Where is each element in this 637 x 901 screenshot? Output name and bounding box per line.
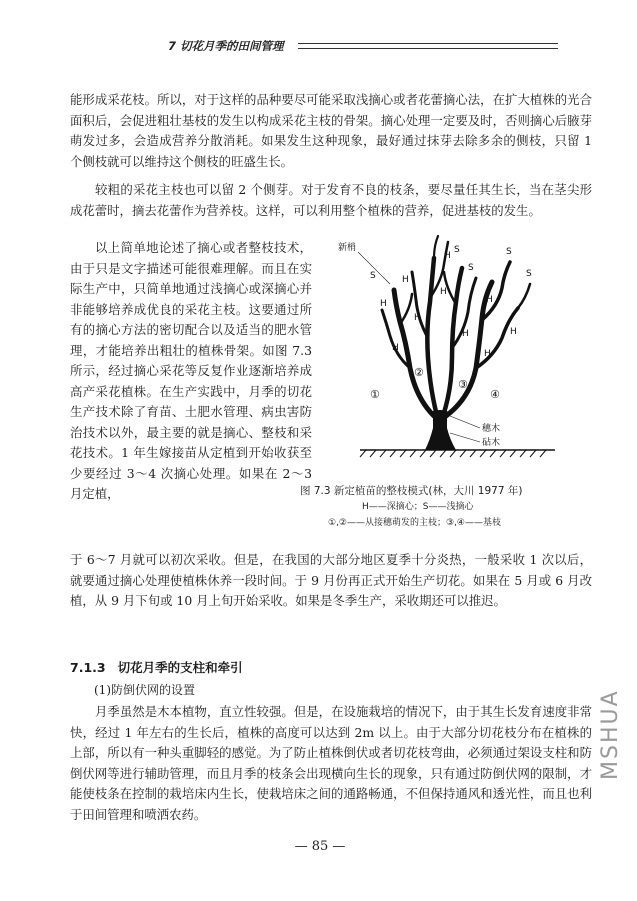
paragraph-2: 较粗的采花主枝也可以留 2 个侧芽。对于发育不良的枝条，要尽量任其生长，当在茎尖形成花蕾时，摘去花蕾作为营养枝。这样，可以利用整个植株的营养，促进基枝的发生。: [70, 182, 592, 218]
header-rule: [298, 48, 558, 49]
paragraph-4: 于 6～7 月就可以初次采收。但是，在我国的大部分地区夏季十分炎热，一般采收 1 次以后，就要通过摘心处理使植株休养一段时间。于 9 月份再正式开始生产切花。如果在 5 月或 6 月改植，从 9 月下旬或 10 月上旬开始采收。如果是冬季生产，采收期还可以推迟。: [70, 552, 592, 608]
mark-h: H: [392, 343, 399, 353]
leader-line: [450, 416, 480, 428]
mark-main-branch-1: ①: [370, 388, 380, 401]
watermark: MSHUA: [598, 689, 623, 780]
mark-s: S: [506, 247, 512, 257]
page-number: — 85 —: [294, 839, 346, 854]
mark-h: H: [402, 275, 409, 285]
mark-main-branch-2: ②: [414, 366, 424, 379]
leader-line: [450, 433, 480, 442]
pruning-figure: [330, 228, 592, 458]
paragraph-3: 以上简单地论述了摘心或者整枝技术，由于只是文字描述可能很难理解。而且在实际生产中，只简单地通过浅摘心或深摘心并非能够培养成优良的采花主枝。这要通过所有的摘心方法的密切配合以及适当的肥水管理，才能培养出粗壮的植株骨架。如图 7.3 所示，经过摘心采花等反复作业逐渐培养成高产采花植株。在生产实践中，月季的切花生产技术除了育苗、土肥水管理、病虫害防治技术以外，最主要的就是摘心、整枝和采花技术。1 年生嫁接苗从定植到开始收获至少要经过 3～4 次摘心处理。如果在 2～3 月定植，: [70, 240, 312, 501]
section-title: 切花月季的支柱和牵引: [117, 660, 243, 675]
subheading: (1)防倒伏网的设置: [94, 683, 195, 697]
branch-structure: [382, 236, 530, 416]
label-new-shoot: 新梢: [338, 243, 357, 253]
mark-h: H: [380, 299, 387, 309]
header-rule: [298, 43, 558, 44]
header-title: 7 切花月季的田间管理: [168, 39, 284, 53]
mark-h: H: [414, 313, 421, 323]
section-number: 7.1.3: [70, 660, 106, 675]
pruning-diagram: [330, 228, 592, 458]
section-heading: [70, 658, 570, 676]
label-rootstock: 砧木: [482, 438, 501, 448]
caption-note: ①,②——从接穗萌发的主枝；③,④——基枝: [328, 518, 501, 528]
mark-s: S: [526, 269, 532, 279]
ground: [360, 450, 555, 457]
running-header: [168, 38, 558, 58]
mark-basal-branch-4: ④: [490, 388, 500, 401]
rootstock-trunk: [425, 410, 456, 450]
mark-s: S: [370, 271, 376, 281]
caption-title: 图 7.3 新定植苗的整枝模式(林，大川 1977 年): [300, 485, 523, 497]
mark-basal-branch-3: ③: [458, 378, 468, 391]
mark-s: S: [468, 263, 474, 273]
label-scion: 穗木: [482, 424, 501, 434]
paragraph-1: 能形成采花枝。所以，对于这样的品种要尽可能采取浅摘心或者花蕾摘心法，在扩大植株的光合面积后，会促进粗壮基枝的发生以构成采花主枝的骨架。摘心处理一定要及时，否则摘心后腋芽萌发过多，会造成营养分散消耗。如果发生这种现象，最好通过抹芽去除多余的侧枝，只留 1 个侧枝就可以维持这个侧枝的旺盛生长。: [70, 92, 592, 169]
paragraph-5: 月季虽然是木本植物，直立性较强。但是，在设施栽培的情况下，由于其生长发育速度非常快，经过 1 年左右的生长后，植株的高度可以达到 2m 以上。由于大部分切花枝分布在植株的上部，所以有一种头重脚轻的感觉。为了防止植株倒伏或者切花枝弯曲，必须通过架设支柱和防倒伏网等进行辅助管理，而且月季的枝条会出现横向生长的现象，只有通过防倒伏网的限制，才能使枝条在控制的栽培床内生长，使栽培床之间的通路畅通，不但保持通风和透光性，而且也利于田间管理和喷洒农药。: [70, 704, 592, 822]
caption-legend: H——深摘心；S——浅摘心: [362, 502, 474, 512]
mark-h: H: [484, 349, 491, 359]
mark-h: H: [462, 329, 469, 339]
mark-h: H: [510, 327, 517, 337]
mark-h: H: [486, 295, 493, 305]
mark-h: H: [444, 251, 451, 261]
figure-caption: [300, 483, 592, 531]
mark-s: S: [454, 245, 460, 255]
mark-h: H: [440, 287, 447, 297]
